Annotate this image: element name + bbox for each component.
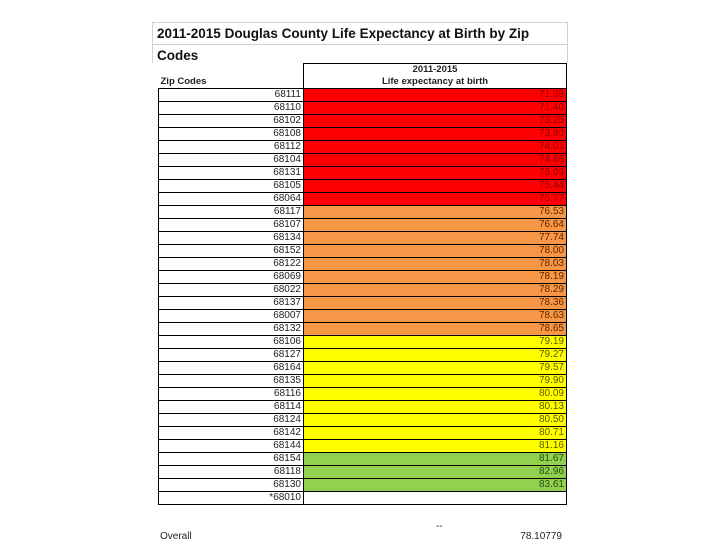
overall-label: Overall bbox=[160, 531, 192, 542]
life-expectancy-cell: 78.00 bbox=[304, 245, 567, 258]
life-expectancy-cell: 74.01 bbox=[304, 141, 567, 154]
life-expectancy-cell: 75.77 bbox=[304, 193, 567, 206]
table-row bbox=[159, 414, 567, 427]
zip-code-cell: 68104 bbox=[159, 154, 304, 167]
table-row bbox=[159, 89, 567, 102]
table-row bbox=[159, 284, 567, 297]
life-expectancy-cell: 79.19 bbox=[304, 336, 567, 349]
table-row bbox=[159, 193, 567, 206]
life-expectancy-cell: 78.03 bbox=[304, 258, 567, 271]
life-expectancy-cell bbox=[304, 492, 567, 505]
zip-code-cell: 68127 bbox=[159, 349, 304, 362]
zip-code-cell: 68112 bbox=[159, 141, 304, 154]
table-row bbox=[159, 375, 567, 388]
table-row bbox=[159, 154, 567, 167]
zip-code-cell: 68154 bbox=[159, 453, 304, 466]
zip-code-cell: 68142 bbox=[159, 427, 304, 440]
life-expectancy-cell: 73.25 bbox=[304, 115, 567, 128]
header-le-label: Life expectancy at birth bbox=[304, 76, 567, 89]
zip-code-cell: 68105 bbox=[159, 180, 304, 193]
zip-code-cell: 68122 bbox=[159, 258, 304, 271]
zip-code-cell: 68164 bbox=[159, 362, 304, 375]
overall-dash: -- bbox=[436, 521, 443, 532]
header-row-bottom bbox=[159, 76, 567, 89]
overall-row bbox=[158, 521, 568, 545]
zip-code-cell: 68117 bbox=[159, 206, 304, 219]
table-row bbox=[159, 297, 567, 310]
life-expectancy-cell: 75.09 bbox=[304, 167, 567, 180]
header-zip-spacer bbox=[159, 64, 304, 77]
zip-code-cell: 68135 bbox=[159, 375, 304, 388]
header-zip-label: Zip Codes bbox=[159, 76, 304, 89]
life-expectancy-cell: 80.09 bbox=[304, 388, 567, 401]
table-row bbox=[159, 141, 567, 154]
table-row bbox=[159, 167, 567, 180]
zip-code-cell: 68110 bbox=[159, 102, 304, 115]
zip-code-cell: 68116 bbox=[159, 388, 304, 401]
table-row bbox=[159, 102, 567, 115]
life-expectancy-cell: 75.44 bbox=[304, 180, 567, 193]
life-expectancy-cell: 74.66 bbox=[304, 154, 567, 167]
table-row bbox=[159, 401, 567, 414]
zip-code-cell: 68132 bbox=[159, 323, 304, 336]
life-expectancy-cell: 78.65 bbox=[304, 323, 567, 336]
zip-code-cell: 68111 bbox=[159, 89, 304, 102]
spreadsheet bbox=[152, 22, 568, 542]
table-row bbox=[159, 310, 567, 323]
table-row bbox=[159, 427, 567, 440]
zip-code-cell: 68130 bbox=[159, 479, 304, 492]
zip-code-cell: 68069 bbox=[159, 271, 304, 284]
zip-code-cell: 68107 bbox=[159, 219, 304, 232]
zip-code-cell: 68134 bbox=[159, 232, 304, 245]
table-row bbox=[159, 258, 567, 271]
header-period-label: 2011-2015 bbox=[304, 64, 567, 77]
life-expectancy-cell: 80.71 bbox=[304, 427, 567, 440]
blank-row bbox=[152, 44, 568, 63]
table-row bbox=[159, 440, 567, 453]
zip-code-cell: 68108 bbox=[159, 128, 304, 141]
zip-code-cell: 68124 bbox=[159, 414, 304, 427]
life-expectancy-table bbox=[158, 63, 567, 505]
life-expectancy-cell: 79.57 bbox=[304, 362, 567, 375]
life-expectancy-cell: 82.96 bbox=[304, 466, 567, 479]
table-row bbox=[159, 388, 567, 401]
table-row bbox=[159, 362, 567, 375]
table-row bbox=[159, 232, 567, 245]
life-expectancy-cell: 71.38 bbox=[304, 89, 567, 102]
life-expectancy-cell: 73.80 bbox=[304, 128, 567, 141]
zip-code-cell: 68007 bbox=[159, 310, 304, 323]
life-expectancy-cell: 78.36 bbox=[304, 297, 567, 310]
life-expectancy-cell: 79.90 bbox=[304, 375, 567, 388]
table-row bbox=[159, 271, 567, 284]
table-row bbox=[159, 180, 567, 193]
life-expectancy-cell: 79.27 bbox=[304, 349, 567, 362]
zip-code-cell: *68010 bbox=[159, 492, 304, 505]
zip-code-cell: 68144 bbox=[159, 440, 304, 453]
table-row bbox=[159, 206, 567, 219]
table-row bbox=[159, 479, 567, 492]
table-row bbox=[159, 492, 567, 505]
zip-code-cell: 68152 bbox=[159, 245, 304, 258]
sheet-title: 2011-2015 Douglas County Life Expectancy at Birth by Zip Codes bbox=[152, 22, 568, 44]
table-row bbox=[159, 453, 567, 466]
life-expectancy-cell: 76.64 bbox=[304, 219, 567, 232]
zip-code-cell: 68114 bbox=[159, 401, 304, 414]
life-expectancy-cell: 78.29 bbox=[304, 284, 567, 297]
life-expectancy-cell: 81.16 bbox=[304, 440, 567, 453]
zip-code-cell: 68131 bbox=[159, 167, 304, 180]
header-row-top bbox=[159, 64, 567, 77]
zip-code-cell: 68137 bbox=[159, 297, 304, 310]
table-row bbox=[159, 336, 567, 349]
life-expectancy-cell: 78.19 bbox=[304, 271, 567, 284]
life-expectancy-cell: 78.63 bbox=[304, 310, 567, 323]
table-row bbox=[159, 115, 567, 128]
table-row bbox=[159, 245, 567, 258]
life-expectancy-cell: 81.67 bbox=[304, 453, 567, 466]
life-expectancy-cell: 80.13 bbox=[304, 401, 567, 414]
zip-code-cell: 68064 bbox=[159, 193, 304, 206]
life-expectancy-cell: 71.40 bbox=[304, 102, 567, 115]
zip-code-cell: 68106 bbox=[159, 336, 304, 349]
life-expectancy-cell: 83.61 bbox=[304, 479, 567, 492]
zip-code-cell: 68118 bbox=[159, 466, 304, 479]
zip-code-cell: 68102 bbox=[159, 115, 304, 128]
overall-value: 78.10779 bbox=[520, 531, 562, 542]
table-row bbox=[159, 466, 567, 479]
life-expectancy-cell: 80.50 bbox=[304, 414, 567, 427]
table-row bbox=[159, 219, 567, 232]
life-expectancy-cell: 77.74 bbox=[304, 232, 567, 245]
table-row bbox=[159, 128, 567, 141]
zip-code-cell: 68022 bbox=[159, 284, 304, 297]
life-expectancy-cell: 76.53 bbox=[304, 206, 567, 219]
table-row bbox=[159, 323, 567, 336]
table-row bbox=[159, 349, 567, 362]
